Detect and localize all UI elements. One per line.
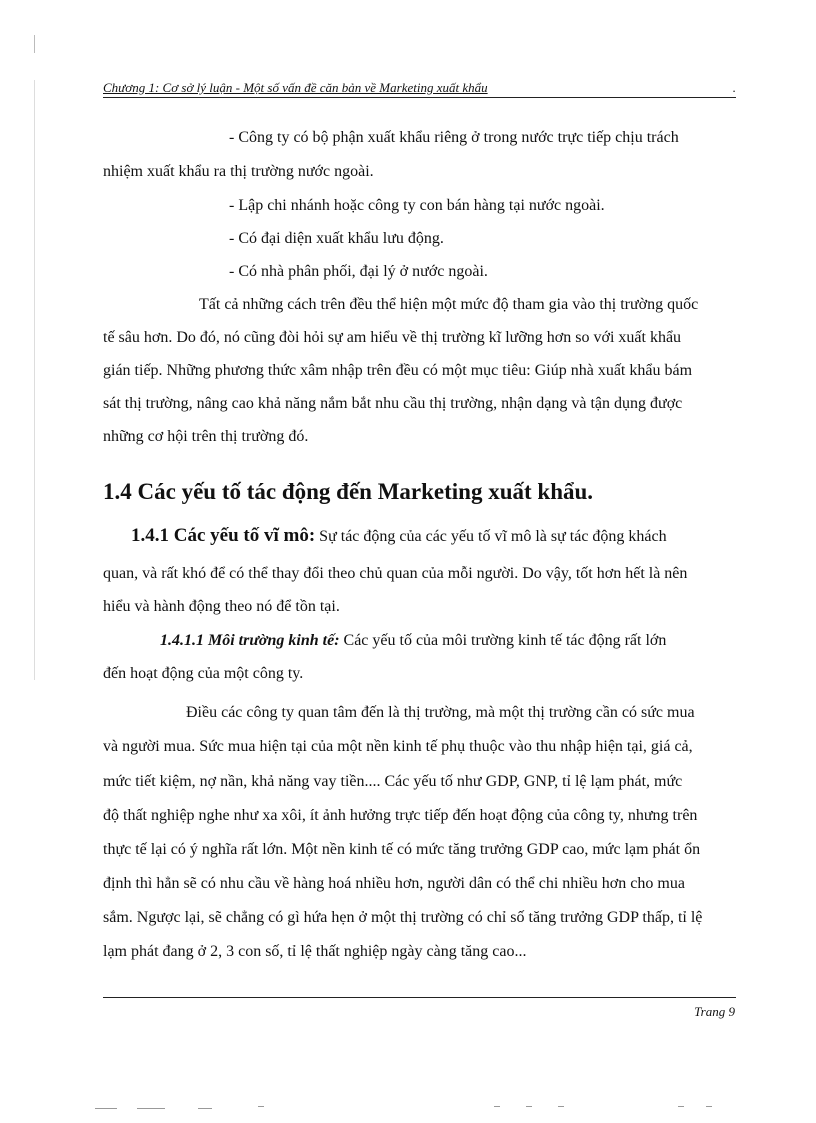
running-header-mark: .	[732, 80, 736, 95]
paragraph-line: lạm phát đang ở 2, 3 con số, tỉ lệ thất nghiệp ngày càng tăng cao...	[103, 943, 527, 960]
scan-artifact	[494, 1106, 500, 1107]
section-heading: 1.4 Các yếu tố tác động đến Marketing xuất khẩu.	[103, 479, 594, 504]
scan-artifact	[706, 1106, 712, 1107]
scan-artifact	[258, 1106, 264, 1107]
scan-artifact	[137, 1108, 165, 1109]
paragraph-line: và người mua. Sức mua hiện tại của một nền kinh tế phụ thuộc vào thu nhập hiện tại, giá cả,	[103, 738, 693, 755]
paragraph-line: độ thất nghiệp nghe như xa xôi, ít ảnh hưởng trực tiếp đến hoạt động của công ty, nhưng trên	[103, 807, 698, 824]
list-item: - Có nhà phân phối, đại lý ở nước ngoài.	[229, 263, 488, 280]
left-margin-line	[34, 80, 35, 680]
paragraph-line: nhiệm xuất khẩu ra thị trường nước ngoài.	[103, 163, 374, 180]
paragraph-line: mức tiết kiệm, nợ nần, khả năng vay tiền.... Các yếu tố như GDP, GNP, tỉ lệ lạm phát, mức	[103, 773, 683, 790]
paragraph-line: - Công ty có bộ phận xuất khẩu riêng ở trong nước trực tiếp chịu trách	[229, 129, 679, 146]
subsection-heading: 1.4.1 Các yếu tố vĩ mô:	[131, 525, 316, 546]
paragraph-line: những cơ hội trên thị trường đó.	[103, 428, 309, 445]
running-header-title: Chương 1: Cơ sở lý luận - Một số vấn đề căn bản về Marketing xuất khẩu	[103, 80, 488, 95]
paragraph-line: Điều các công ty quan tâm đến là thị trường, mà một thị trường cần có sức mua	[186, 704, 695, 721]
paragraph-line: đến hoạt động của một công ty.	[103, 665, 304, 682]
paragraph-line: định thì hẳn sẽ có nhu cầu về hàng hoá nhiều hơn, người dân có thể chi nhiều hơn cho mua	[103, 875, 685, 892]
scan-artifact	[526, 1106, 532, 1107]
scan-artifact	[678, 1106, 684, 1107]
subsubsection-heading: 1.4.1.1 Môi trường kinh tế:	[160, 632, 340, 649]
subsubsection-paragraph	[160, 631, 666, 651]
paragraph-text: Các yếu tố của môi trường kinh tế tác động rất lớn	[339, 632, 667, 649]
paragraph-line: hiểu và hành động theo nó để tồn tại.	[103, 598, 340, 615]
left-margin-mark	[34, 35, 35, 53]
paragraph-line: tế sâu hơn. Do đó, nó cũng đòi hỏi sự am hiểu về thị trường kĩ lưỡng hơn so với xuất khẩu	[103, 329, 682, 346]
footer-rule	[103, 997, 736, 998]
paragraph-text: Sự tác động của các yếu tố vĩ mô là sự tác động khách	[315, 528, 667, 545]
paragraph-line: thực tế lại có ý nghĩa rất lớn. Một nền kinh tế có mức tăng trưởng GDP cao, mức lạm phát ổn	[103, 841, 701, 858]
paragraph-line: sát thị trường, nâng cao khả năng nắm bắt nhu cầu thị trường, nhận dạng và tận dụng được	[103, 395, 683, 412]
subsection-paragraph	[131, 526, 667, 547]
paragraph-line: quan, và rất khó để có thể thay đổi theo chủ quan của mỗi người. Do vậy, tốt hơn hết là nên	[103, 565, 688, 582]
page-number: Trang 9	[694, 1004, 735, 1019]
scan-artifact	[558, 1106, 564, 1107]
running-header	[103, 79, 736, 98]
list-item: - Lập chi nhánh hoặc công ty con bán hàng tại nước ngoài.	[229, 197, 605, 214]
scan-artifact	[95, 1108, 117, 1109]
paragraph-line: sắm. Ngược lại, sẽ chẳng có gì hứa hẹn ở một thị trường có chỉ số tăng trưởng GDP thấp, tỉ lệ	[103, 909, 703, 926]
paragraph-line: gián tiếp. Những phương thức xâm nhập trên đều có một mục tiêu: Giúp nhà xuất khẩu bám	[103, 362, 693, 379]
list-item: - Có đại diện xuất khẩu lưu động.	[229, 230, 444, 247]
paragraph-line: Tất cả những cách trên đều thể hiện một mức độ tham gia vào thị trường quốc	[199, 296, 699, 313]
scan-artifact	[198, 1108, 212, 1109]
